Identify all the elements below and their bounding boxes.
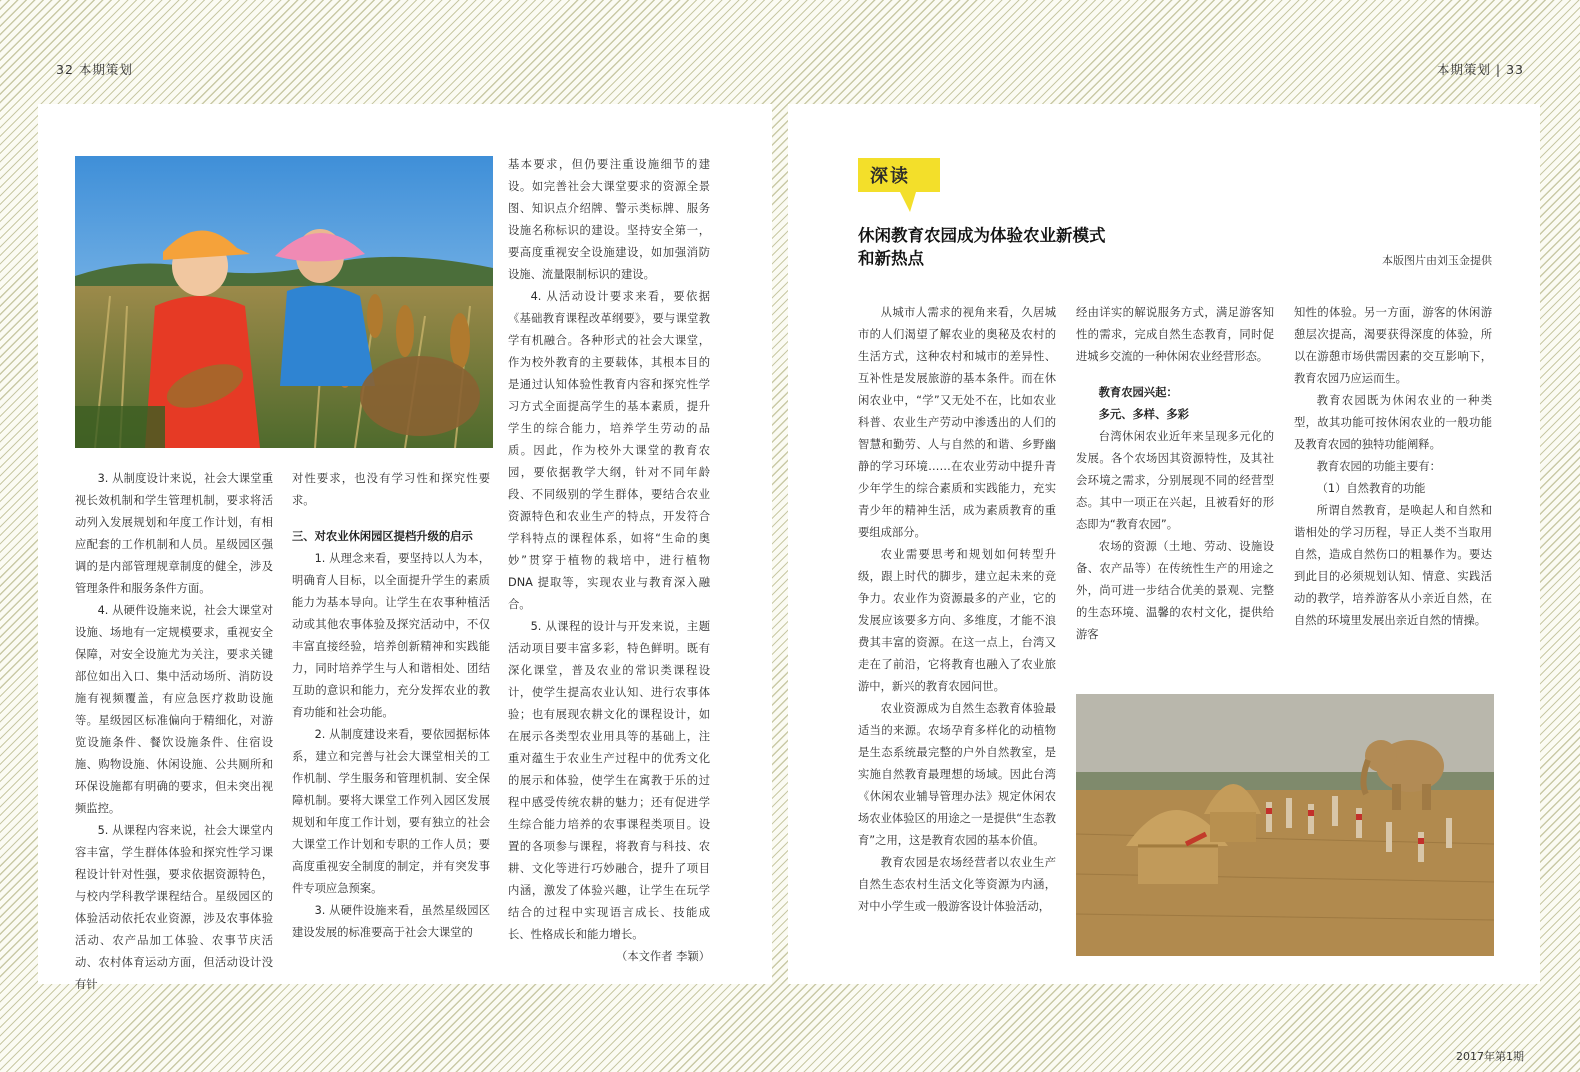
paragraph: 知性的体验。另一方面，游客的休闲游憩层次提高，渴要获得深度的体验，所以在游憩市场供需因素的交互影响下，教育农园乃应运而生。 [1294,306,1492,385]
paragraph: 农业资源成为自然生态教育体验最适当的来源。农场孕育多样化的动植物是生态系统最完整的户外自然教室，是实施自然教育最理想的场域。因此台湾《休闲农业辅导管理办法》规定休闲农场农业体验区的用途之一是提供“生态教育”之用，这是教育农园的基本价值。 [858,702,1056,847]
paragraph: 对性要求，也没有学习性和探究性要求。 [292,472,490,507]
paragraph: 经由详实的解说服务方式，满足游客知性的需求，完成自然生态教育，同时促进城乡交流的一种休闲农业经营形态。 [1076,306,1274,363]
paragraph: 5. 从课程内容来说，社会大课堂内容丰富，学生群体体验和探究性学习课程设计针对性强，要求依据资源特色，与校内学科教学课程结合。星级园区的体验活动依托农业资源，涉及农事体验活动、农产品加工体验、农事节庆活动、农村体育运动方面，但活动设计没有针 [75,824,273,991]
photo-credit: 本版图片由刘玉金提供 [1382,254,1492,267]
left-column-3 [508,154,710,968]
headline-line-1: 休闲教育农园成为体验农业新模式 [858,226,1106,245]
paragraph: 农场的资源（土地、劳动、设施设备、农产品等）在传统性生产的用途之外，尚可进一步结合优美的景观、完整的生态环境、温馨的农村文化，提供给游客 [1076,540,1274,641]
paragraph: 2. 从制度建设来看，要依园据标体系，建立和完善与社会大课堂相关的工作机制、学生服务和管理机制、安全保障机制。要将大课堂工作列入园区发展规划和年度工作计划，要有独立的社会大课堂工作计划和专职的工作人员；要高度重视安全制度的制定，并有突发事件专项应急预案。 [292,728,490,895]
paragraph: 5. 从课程的设计与开发来说，主题活动项目要丰富多彩，特色鲜明。既有深化课堂，普及农业的常识类课程设计，使学生提高农业认知、进行农事体验；也有展现农耕文化的课程设计，如在展示各类型农业用具等的基础上，注重对蕴生于农业生产过程中的优秀文化的展示和体验，使学生在寓教于乐的过程中感受传统农耕的魅力；还有促进学生综合能力培养的农事课程类项目。设置的各项参与课程，将教育与科技、农耕、文化等进行巧妙融合，提升了项目内涵，激发了体验兴趣，让学生在玩学结合的过程中实现语言成长、技能成长、性格成长和能力增长。 [508,620,710,941]
paragraph: 3. 从制度设计来说，社会大课堂重视长效机制和学生管理机制，要求将活动列入发展规划和年度工作计划，有相应配套的工作机制和人员。星级园区强调的是内部管理规章制度的健全，涉及管理条件和服务条件方面。 [75,472,273,595]
author-credit: （本文作者 李颖） [616,950,710,963]
photo-millet-harvest-image [75,156,493,448]
folio-left: 32 本期策划 [56,62,133,77]
paragraph: 台湾休闲农业近年来呈现多元化的发展。各个农场因其资源特性，及其社会环境之需求，分别展现不同的经营型态。其中一项正在兴起，且被看好的形态即为“教育农园”。 [1076,430,1274,531]
paragraph: 农业需要思考和规划如何转型升级，跟上时代的脚步，建立起未来的竞争力。农业作为资源最多的产业，它的发展应该要多方向、多维度，才能不浪费其丰富的资源。在这一点上，台湾又走在了前沿，它将教育也融入了农业旅游中，新兴的教育农园问世。 [858,548,1056,693]
right-column-1 [858,302,1056,918]
section-heading: 三、对农业休闲园区提档升级的启示 [292,530,473,543]
paragraph: 教育农园的功能主要有： [1316,460,1441,473]
photo-millet-harvest [75,156,493,448]
issue-number: 2017年第1期 [1456,1050,1524,1063]
section-tag: 深读 [870,166,910,187]
paragraph: 4. 从硬件设施来说，社会大课堂对设施、场地有一定规模要求，重视安全保障，对安全设施尤为关注，要求关键部位如出入口、集中活动场所、消防设施有视频覆盖，有应急医疗救助设施等。星级园区标准偏向于精细化，对游览设施条件、餐饮设施条件、住宿设施、购物设施、休闲设施、公共厕所和环保设施都有明确的要求，但未突出视频监控。 [75,604,273,815]
paragraph: 所谓自然教育，是唤起人和自然和谐相处的学习历程，导正人类不当取用自然，造成自然伤口的粗暴作为。要达到此目的必须规划认知、情意、实践活动的教学，培养游客从小亲近自然，在自然的环境里发展出亲近自然的情操。 [1294,504,1492,627]
photo-straw-huts [1076,694,1494,956]
article-headline [858,224,1106,270]
headline-line-2: 和新热点 [858,249,924,268]
left-column-1 [75,468,273,996]
left-page [38,104,772,991]
section-tag-pointer [900,192,916,212]
right-page [788,104,1540,984]
paragraph: 4. 从活动设计要求来看，要依据《基础教育课程改革纲要》，要与课堂教学有机融合。各种形式的社会大课堂，作为校外教育的主要载体，其根本目的是通过认知体验性教育内容和探究性学习方式全面提高学生的基本素质，提升学生的综合能力，培养学生劳动的品质。因此，作为校外大课堂的教育农园，要依据教学大纲，针对不同年龄段、不同级别的学生群体，要结合农业资源特色和农业生产的特点，开发符合学科特点的课程体系，如将“生命的奥妙”贯穿于植物的栽培中，进行植物 DNA 提取等，实现农业与教育深入融合。 [508,290,710,611]
right-column-2 [1076,302,1274,646]
paragraph: 3. 从硬件设施来看，虽然星级园区建设发展的标准要高于社会大课堂的 [292,904,490,939]
paragraph: 教育农园既为休闲农业的一种类型，故其功能可按休闲农业的一般功能及教育农园的独特功能阐释。 [1294,394,1492,451]
paragraph: 教育农园是农场经营者以农业生产自然生态农村生活文化等资源为内涵，对中小学生或一般游客设计体验活动， [858,856,1056,913]
photo-straw-huts-image [1076,694,1494,956]
right-column-3 [1294,302,1492,632]
folio-right: 本期策划 | 33 [1436,62,1524,77]
paragraph: （1）自然教育的功能 [1316,482,1426,495]
section-heading: 教育农园兴起： [1098,386,1178,399]
paragraph: 1. 从理念来看，要坚持以人为本，明确育人目标，以全面提升学生的素质能力为基本导向。让学生在农事种植活动或其他农事体验及探究活动中，不仅丰富直接经验，培养创新精神和实践能力，同时培养学生与人和谐相处、团结互助的意识和能力，充分发挥农业的教育功能和社会功能。 [292,552,490,719]
section-heading-sub: 多元、多样、多彩 [1098,408,1189,421]
paragraph: 从城市人需求的视角来看，久居城市的人们渴望了解农业的奥秘及农村的生活方式，这种农村和城市的差异性、互补性是发展旅游的基本条件。而在休闲农业中，“学”又无处不在，比如农业科普、农业生产劳动中渗透出的人们的智慧和勤劳、人与自然的和谐、乡野幽静的学习环境……在农业劳动中提升青少年学生的综合素质和实践能力，充实青少年的精神生活，成为素质教育的重要组成部分。 [858,306,1056,539]
paragraph: 基本要求，但仍要注重设施细节的建设。如完善社会大课堂要求的资源全景图、知识点介绍牌、警示类标牌、服务设施名称标识的建设。坚持安全第一，要高度重视安全设施建设，如加强消防设施、流量限制标识的建设。 [508,158,710,281]
left-column-2 [292,468,490,944]
